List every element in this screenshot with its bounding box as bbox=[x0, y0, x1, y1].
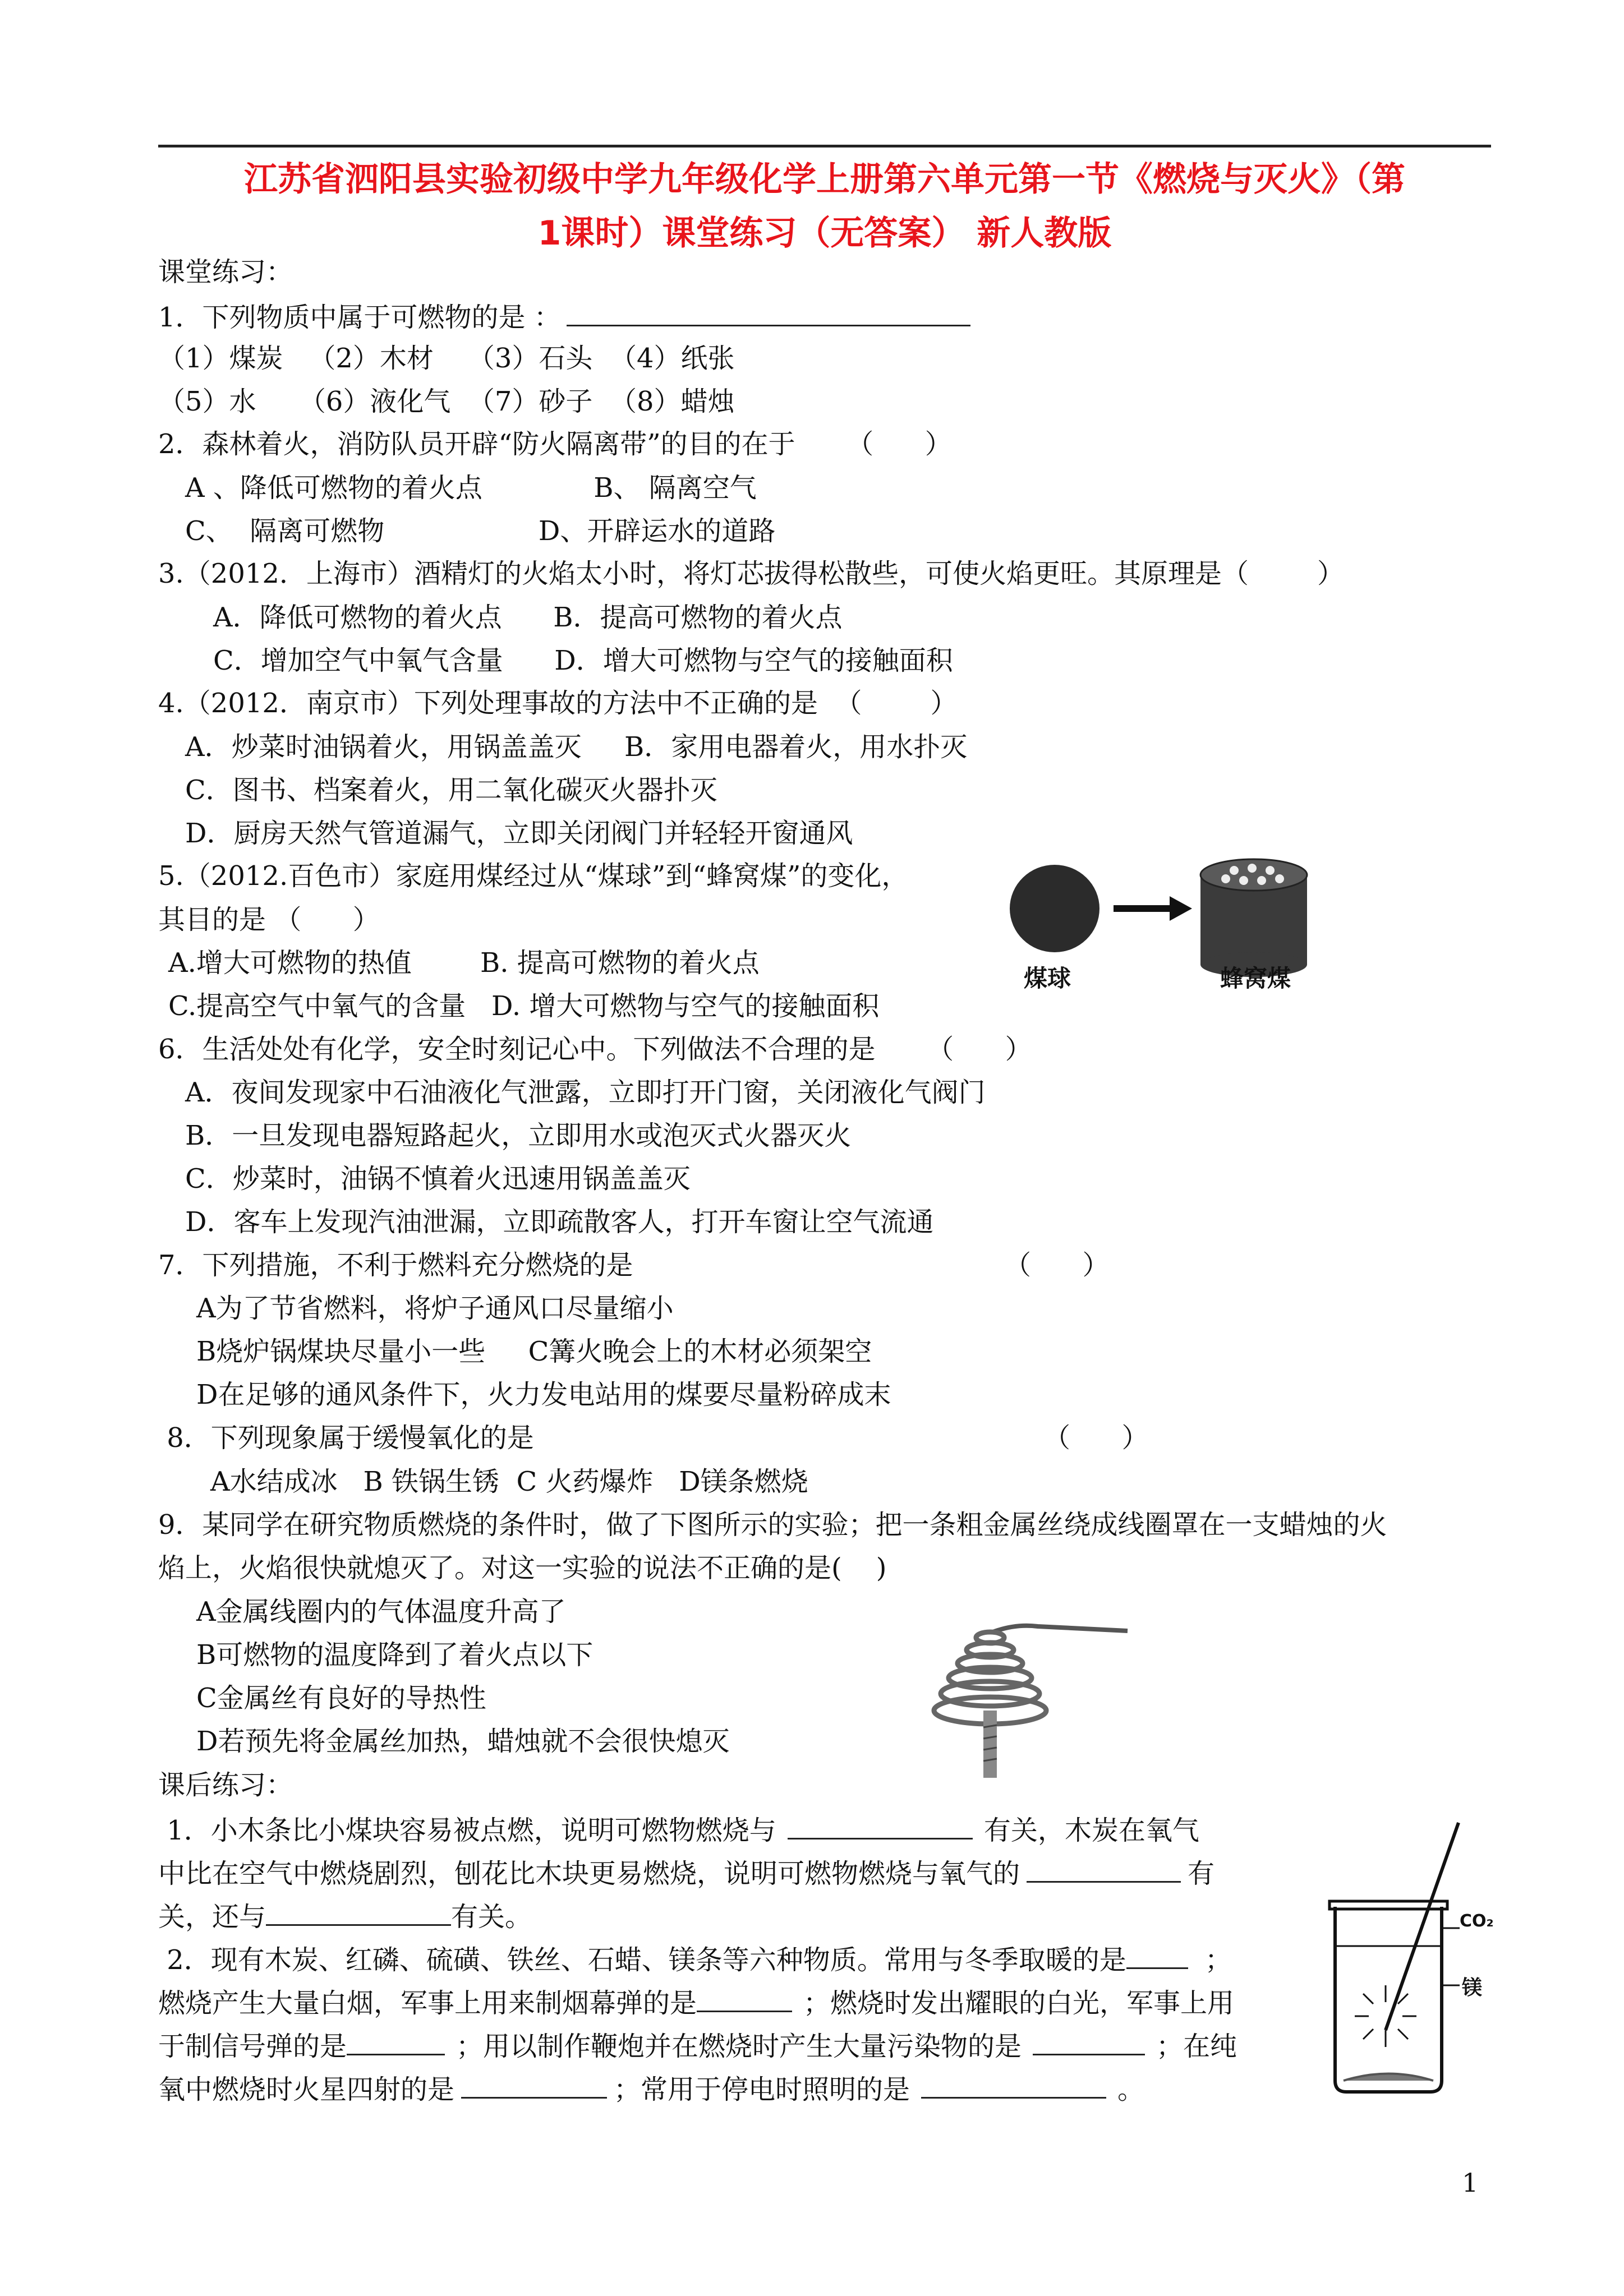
q3-options-ab: A．降低可燃物的着火点 B．提高可燃物的着火点 bbox=[213, 602, 843, 633]
q8-options: A水结成冰 B 铁锅生锈 C 火药爆炸 D镁条燃烧 bbox=[210, 1466, 808, 1497]
q3-options-cd: C．增加空气中氧气含量 D．增大可燃物与空气的接触面积 bbox=[213, 645, 953, 676]
h2-line-4: 氧中燃烧时火星四射的是 ；常用于停电时照明的是 。 bbox=[158, 2071, 1144, 2106]
q7-option-d: D在足够的通风条件下，火力发电站用的煤要尽量粉碎成末 bbox=[196, 1379, 891, 1410]
co2-label: CO₂ bbox=[1460, 1911, 1494, 1931]
q9-option-c: C金属丝有良好的导热性 bbox=[196, 1682, 486, 1714]
title-line-2: 1课时）课堂练习（无答案） 新人教版 bbox=[537, 214, 1112, 253]
q9-option-d: D若预先将金属丝加热，蜡烛就不会很快熄灭 bbox=[196, 1726, 730, 1757]
q4-option-c: C．图书、档案着火，用二氧化碳灭火器扑灭 bbox=[185, 774, 717, 806]
q6-option-a: A．夜间发现家中石油液化气泄露，立即打开门窗，关闭液化气阀门 bbox=[185, 1077, 986, 1108]
h2-blank-lighting[interactable] bbox=[921, 2071, 1106, 2099]
q8-stem: 8．下列现象属于缓慢氧化的是 bbox=[158, 1422, 534, 1454]
q5-stem-1: 5.（2012.百色市）家庭用煤经过从“煤球”到“蜂窝煤”的变化， bbox=[158, 860, 909, 892]
q7-answer-paren: （ ） bbox=[1004, 1250, 1110, 1281]
q6-stem: 6．生活处处有化学，安全时刻记心中。下列做法不合理的是 （ ） bbox=[158, 1034, 1032, 1065]
h2-line-2: 燃烧产生大量白烟，军事上用来制烟幕弹的是 ；燃烧时发出耀眼的白光，军事上用 bbox=[158, 1985, 1234, 2020]
h2-blank-smoke[interactable] bbox=[697, 1985, 792, 2012]
magnesium-co2-figure bbox=[1313, 1817, 1503, 2109]
section-after-heading: 课后练习： bbox=[158, 1769, 293, 1801]
q9-stem-1: 9．某同学在研究物质燃烧的条件时，做了下图所示的实验；把一条粗金属丝绕成线圈罩在一支蜡烛的火 bbox=[158, 1509, 1387, 1541]
q7-stem: 7．下列措施，不利于燃料充分燃烧的是 bbox=[158, 1250, 633, 1281]
q8-answer-paren: （ ） bbox=[1043, 1422, 1149, 1454]
q5-options-cd: C.提高空气中氧气的含量 D. 增大可燃物与空气的接触面积 bbox=[168, 990, 880, 1022]
h2-blank-signal[interactable] bbox=[347, 2028, 445, 2055]
h2-blank-firecracker[interactable] bbox=[1033, 2028, 1145, 2055]
q5-options-ab: A.增大可燃物的热值 B. 提高可燃物的着火点 bbox=[168, 947, 760, 979]
q1-stem: 1．下列物质中属于可燃物的是 ： bbox=[158, 299, 970, 334]
q6-option-d: D．客车上发现汽油泄漏，立即疏散客人，打开车窗让空气流通 bbox=[185, 1206, 934, 1238]
q3-stem: 3.（2012．上海市）酒精灯的火焰太小时，将灯芯拔得松散些，可使火焰更旺。其原理是（ ） bbox=[158, 558, 1345, 589]
honeycomb-coal-label: 蜂窝煤 bbox=[1220, 965, 1291, 992]
h2-line-1: 2．现有木炭、红磷、硫磺、铁丝、石蜡、镁条等六种物质。常用与冬季取暖的是 ； bbox=[158, 1942, 1232, 1977]
q7-options-bc: B烧炉锅煤块尽量小一些 C篝火晚会上的木材必须架空 bbox=[196, 1336, 872, 1367]
burning-spark-icon bbox=[1355, 1985, 1416, 2047]
coal-figure bbox=[1010, 852, 1324, 998]
q9-option-b: B可燃物的温度降到了着火点以下 bbox=[196, 1639, 594, 1671]
q4-stem: 4.（2012．南京市）下列处理事故的方法中不正确的是 （ ） bbox=[158, 688, 958, 719]
header-rule bbox=[158, 145, 1491, 147]
page-title bbox=[151, 153, 1498, 260]
section-class-heading: 课堂练习： bbox=[158, 256, 293, 288]
q2-stem: 2．森林着火，消防队员开辟“防火隔离带”的目的在于 （ ） bbox=[158, 428, 952, 460]
h1-blank-2[interactable] bbox=[1027, 1855, 1181, 1883]
metal-coil-icon bbox=[926, 1593, 1139, 1783]
title-line-1: 江苏省泗阳县实验初级中学九年级化学上册第六单元第一节《燃烧与灭火》（第 bbox=[244, 160, 1405, 199]
coal-ball-icon bbox=[1010, 865, 1099, 952]
coal-ball-label: 煤球 bbox=[1024, 965, 1071, 992]
arrow-right-icon bbox=[1170, 896, 1192, 921]
gas-jar-icon bbox=[1313, 1817, 1503, 2109]
q2-options-cd: C、 隔离可燃物 D、开辟运水的道路 bbox=[185, 515, 776, 547]
q6-option-c: C．炒菜时，油锅不慎着火迅速用锅盖盖灭 bbox=[185, 1163, 691, 1195]
candle-icon bbox=[983, 1711, 997, 1778]
h1-blank-3[interactable] bbox=[266, 1898, 451, 1926]
q4-options-ab: A．炒菜时油锅着火，用锅盖盖灭 B．家用电器着火，用水扑灭 bbox=[185, 731, 968, 763]
h1-line-1: 1．小木条比小煤块容易被点燃，说明可燃物燃烧与 有关，木炭在氧气 bbox=[158, 1812, 1199, 1847]
q9-option-a: A金属线圈内的气体温度升高了 bbox=[196, 1596, 566, 1628]
q9-stem-2: 焰上，火焰很快就熄灭了。对这一实验的说法不正确的是( ) bbox=[158, 1552, 887, 1584]
q1-options-row-2: （5）水 （6）液化气 （7）砂子 （8）蜡烛 bbox=[158, 386, 735, 417]
h1-line-3: 关，还与 有关。 bbox=[158, 1898, 532, 1934]
h2-blank-sparks[interactable] bbox=[461, 2071, 607, 2099]
q1-answer-blank[interactable] bbox=[567, 299, 970, 326]
h1-blank-1[interactable] bbox=[788, 1812, 973, 1839]
h2-line-3: 于制信号弹的是 ；用以制作鞭炮并在燃烧时产生大量污染物的是 ；在纯 bbox=[158, 2028, 1237, 2063]
magnesium-label: 镁 bbox=[1462, 1976, 1483, 1999]
q5-stem-2: 其目的是 （ ） bbox=[158, 904, 380, 935]
q4-option-d: D．厨房天然气管道漏气，立即关闭阀门并轻轻开窗通风 bbox=[185, 818, 853, 849]
honeycomb-coal-icon bbox=[1200, 859, 1307, 977]
q2-options-ab: A 、降低可燃物的着火点 B、 隔离空气 bbox=[185, 472, 757, 504]
q1-options-row-1: （1）煤炭 （2）木材 （3）石头 （4）纸张 bbox=[158, 343, 735, 374]
page-number: 1 bbox=[1462, 2168, 1479, 2198]
q6-option-b: B．一旦发现电器短路起火，立即用水或泡灭式火器灭火 bbox=[185, 1120, 852, 1151]
coil-candle-figure bbox=[926, 1593, 1139, 1783]
h1-line-2: 中比在空气中燃烧剧烈，刨花比木块更易燃烧，说明可燃物燃烧与氧气的 有 bbox=[158, 1855, 1214, 1891]
h2-blank-heating[interactable] bbox=[1126, 1942, 1188, 1969]
q7-option-a: A为了节省燃料，将炉子通风口尽量缩小 bbox=[196, 1293, 674, 1324]
